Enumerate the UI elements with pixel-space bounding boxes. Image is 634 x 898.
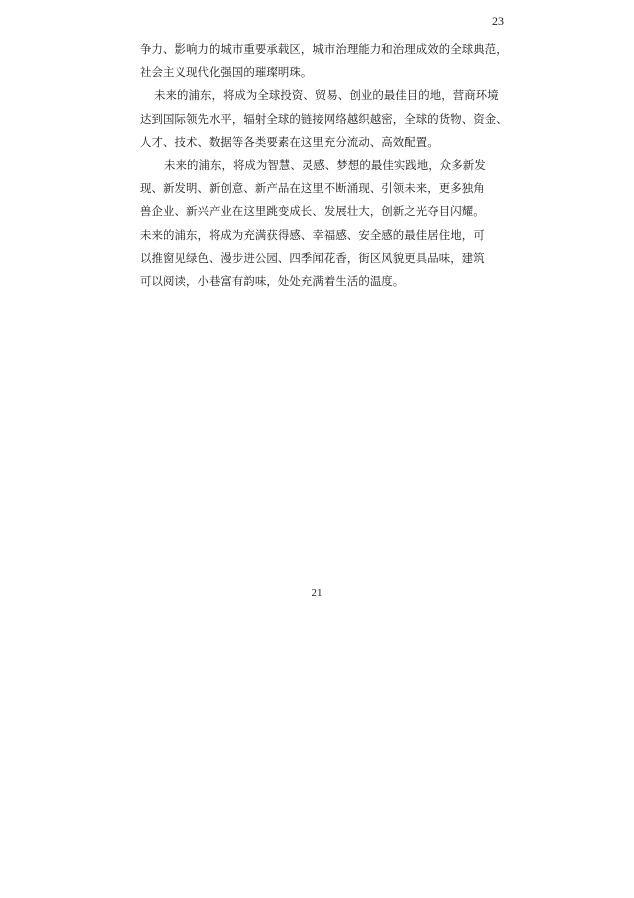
page-number-bottom: 21 <box>311 587 323 599</box>
body-line-7: 现、新发明、新创意、新产品在这里不断涌现、引领未来，更多独角 <box>140 181 485 196</box>
body-line-11: 可以阅读，小巷富有韵味，处处充满着生活的温度。 <box>140 273 405 288</box>
body-line-8: 兽企业、新兴产业在这里跳变成长、发展壮大，创新之光夺目闪耀。 <box>140 204 485 219</box>
page-number-top: 23 <box>492 14 504 28</box>
body-line-10: 以推窗见绿色、漫步进公园、四季闻花香，街区风貌更具品味，建筑 <box>140 250 485 265</box>
document-body <box>140 38 510 293</box>
body-line-3: 未来的浦东，将成为全球投资、贸易、创业的最佳目的地，营商环境 <box>154 88 499 103</box>
body-line-5: 人才、技术、数据等各类要素在这里充分流动、高效配置。 <box>140 134 439 149</box>
body-line-9: 未来的浦东，将成为充满获得感、幸福感、安全感的最佳居住地，可 <box>140 227 485 242</box>
body-line-2: 社会主义现代化强国的璀璨明珠。 <box>140 65 313 80</box>
body-line-1: 争力、影响力的城市重要承载区，城市治理能力和治理成效的全球典范， <box>140 42 508 56</box>
body-line-6: 未来的浦东，将成为智慧、灵感、梦想的最佳实践地，众多新发 <box>164 157 486 172</box>
body-line-4: 达到国际领先水平，辐射全球的链接网络越织越密，全球的货物、资金、 <box>140 111 508 126</box>
